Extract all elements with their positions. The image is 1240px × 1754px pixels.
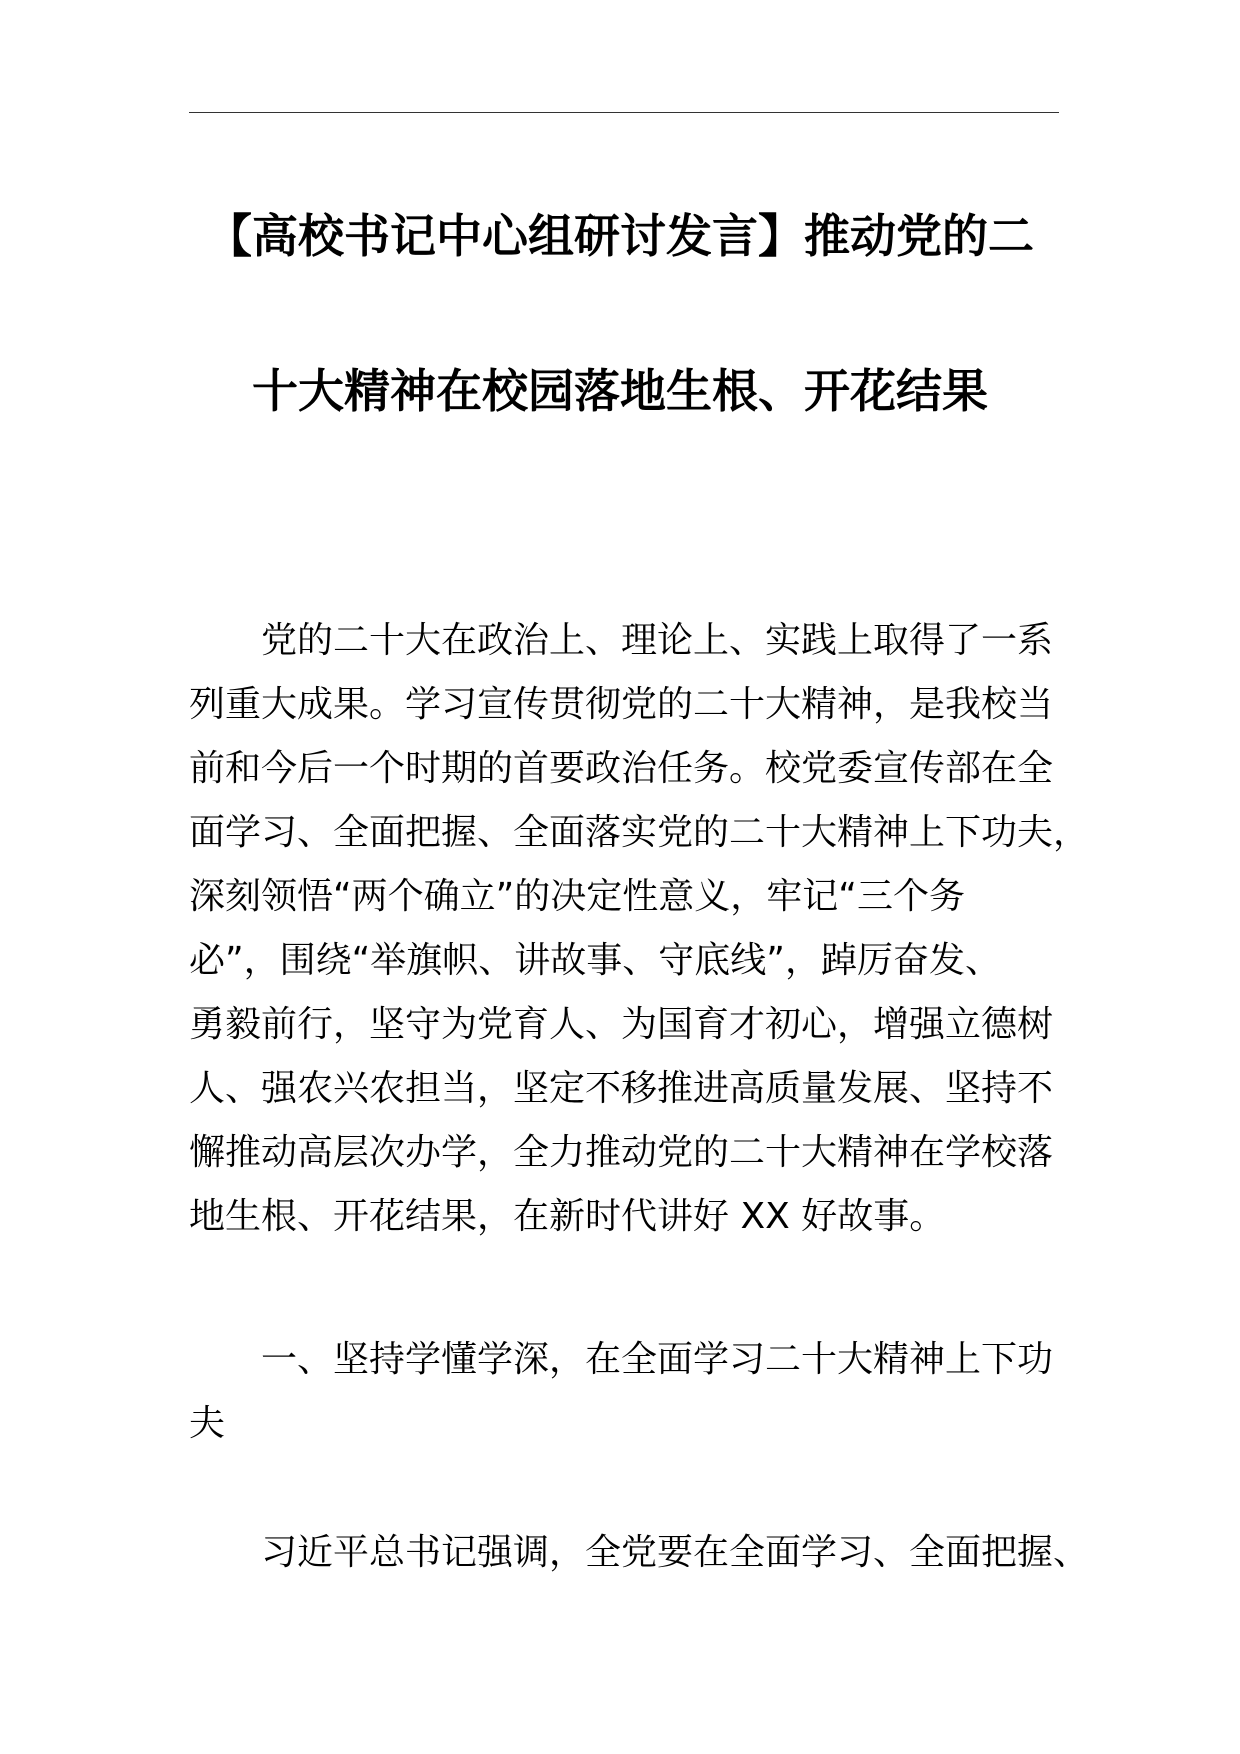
document-title-line-1: 【高校书记中心组研讨发言】推动党的二 <box>206 209 1034 263</box>
document-title-line-2: 十大精神在校园落地生根、开花结果 <box>252 364 988 418</box>
paragraph-line: 前和今后一个时期的首要政治任务。校党委宣传部在全 <box>189 748 1054 789</box>
paragraph-line: 人、强农兴农担当，坚定不移推进高质量发展、坚持不 <box>189 1068 1054 1109</box>
section-heading-line: 一、坚持学懂学深，在全面学习二十大精神上下功 <box>261 1339 1054 1380</box>
paragraph-line: 地生根、开花结果，在新时代讲好 XX 好故事。 <box>189 1196 946 1237</box>
section-paragraph <box>189 1521 1089 1585</box>
paragraph-line: 勇毅前行，坚守为党育人、为国育才初心，增强立德树 <box>189 1004 1054 1045</box>
paragraph-line: 党的二十大在政治上、理论上、实践上取得了一系 <box>261 620 1054 661</box>
paragraph-line: 深刻领悟“两个确立”的决定性意义，牢记“三个务 <box>189 876 965 917</box>
paragraph-line: 习近平总书记强调，全党要在全面学习、全面把握、 <box>261 1532 1090 1573</box>
section-heading <box>189 1328 1089 1456</box>
header-rule <box>189 112 1059 113</box>
paragraph-line: 面学习、全面把握、全面落实党的二十大精神上下功夫， <box>189 812 1090 853</box>
paragraph-line: 列重大成果。学习宣传贯彻党的二十大精神，是我校当 <box>189 684 1054 725</box>
intro-paragraph <box>189 609 1089 1249</box>
section-heading-line: 夫 <box>189 1403 226 1444</box>
paragraph-line: 必”，围绕“举旗帜、讲故事、守底线”，踔厉奋发、 <box>189 940 1001 981</box>
paragraph-line: 懈推动高层次办学，全力推动党的二十大精神在学校落 <box>189 1132 1054 1173</box>
